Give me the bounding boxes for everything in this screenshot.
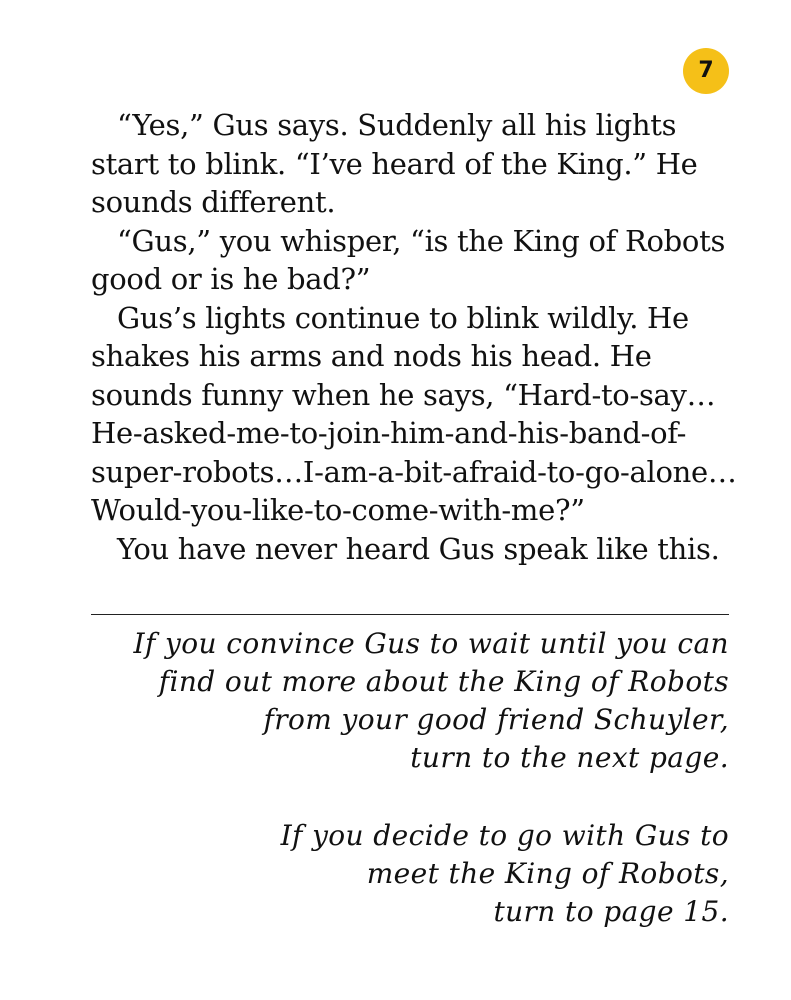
- story-text: [91, 106, 743, 568]
- story-paragraph: Gus’s lights continue to blink wildly. He shakes his arms and nods his head. He sounds funny when he says, “Hard-to-say… He-asked-me-to-join-him-and-his-band-of-super-robots…I-am-a-bit-afraid-to-go-alone… Would-you-like-to-come-with-me?”: [91, 300, 737, 527]
- choice-line: meet the King of Robots,: [366, 857, 729, 890]
- story-paragraph: “Gus,” you whisper, “is the King of Robots good or is he bad?”: [91, 223, 726, 296]
- choice-page-15: [281, 817, 729, 931]
- choice-next-page: [134, 625, 729, 777]
- choice-line: turn to the next page.: [410, 741, 729, 774]
- choice-line: find out more about the King of Robots: [158, 665, 729, 698]
- choice-line: If you decide to go with Gus to: [280, 819, 729, 852]
- story-paragraph: “Yes,” Gus says. Suddenly all his lights start to blink. “I’ve heard of the King.” He sounds different.: [91, 108, 698, 219]
- choice-line: turn to page 15.: [493, 895, 729, 928]
- story-paragraph: You have never heard Gus speak like this.: [117, 531, 720, 566]
- section-divider: [91, 614, 729, 615]
- page-number-badge: 7: [683, 48, 729, 94]
- choice-line: If you convince Gus to wait until you can: [133, 627, 729, 660]
- choice-line: from your good friend Schuyler,: [263, 703, 729, 736]
